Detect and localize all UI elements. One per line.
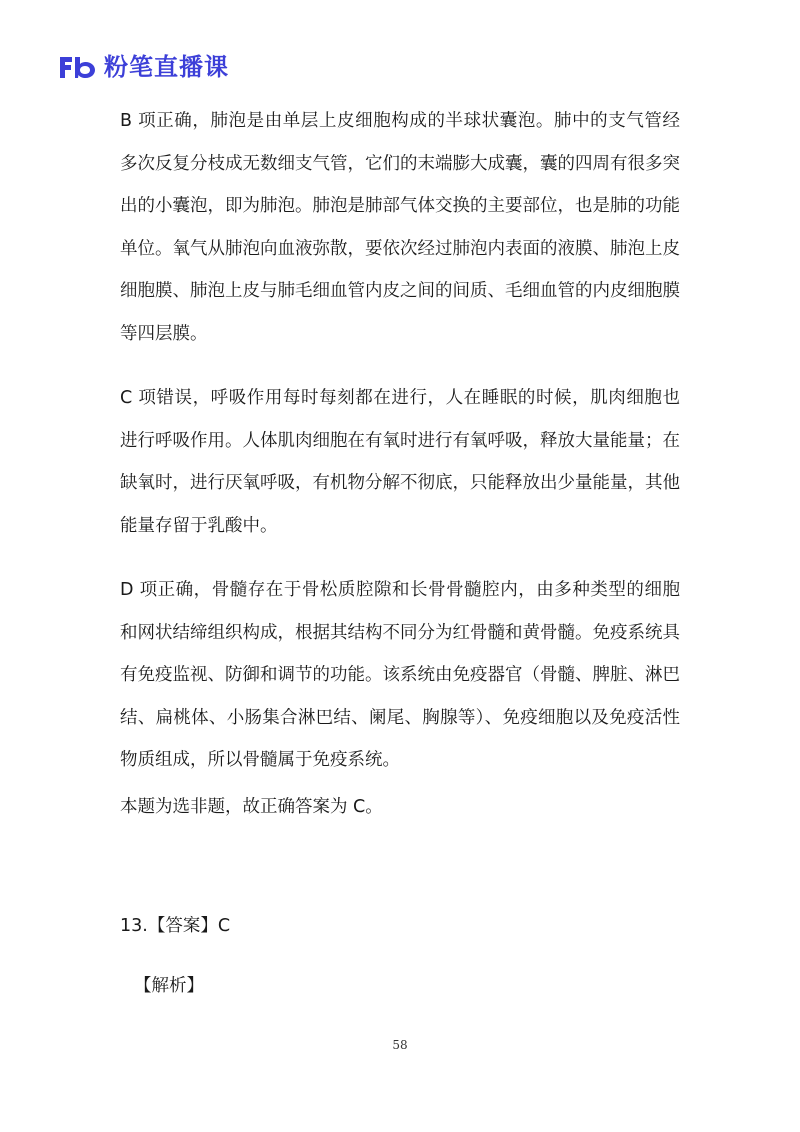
document-body — [120, 100, 680, 828]
analysis-label: 【解析】 — [134, 976, 204, 996]
brand-name: 粉笔直播课 — [104, 53, 229, 81]
paragraph-option-c: C 项错误，呼吸作用每时每刻都在进行，人在睡眠的时候，肌肉细胞也进行呼吸作用。人体肌肉细胞在有氧时进行有氧呼吸，释放大量能量；在缺氧时，进行厌氧呼吸，有机物分解不彻底，只能释放出少量能量，其他能量存留于乳酸中。 — [120, 388, 680, 536]
answer-line: 13.【答案】C — [120, 916, 231, 936]
paragraph-option-b: B 项正确，肺泡是由单层上皮细胞构成的半球状囊泡。肺中的支气管经多次反复分枝成无数细支气管，它们的末端膨大成囊，囊的四周有很多突出的小囊泡，即为肺泡。肺泡是肺部气体交换的主要部位，也是肺的功能单位。氧气从肺泡向血液弥散，要依次经过肺泡内表面的液膜、肺泡上皮细胞膜、肺泡上皮与肺毛细血管内皮之间的间质、毛细血管的内皮细胞膜等四层膜。 — [120, 111, 680, 344]
paragraph-conclusion: 本题为选非题，故正确答案为 C。 — [120, 796, 383, 817]
fenbi-logo-icon — [58, 53, 98, 81]
page-header — [58, 50, 229, 84]
paragraph-option-d: D 项正确，骨髓存在于骨松质腔隙和长骨骨髓腔内，由多种类型的细胞和网状结缔组织构成，根据其结构不同分为红骨髓和黄骨髓。免疫系统具有免疫监视、防御和调节的功能。该系统由免疫器官（骨髓、脾脏、淋巴结、扁桃体、小肠集合淋巴结、阑尾、胸腺等）、免疫细胞以及免疫活性物质组成，所以骨髓属于免疫系统。 — [120, 580, 680, 770]
page-number: 58 — [392, 1038, 408, 1052]
